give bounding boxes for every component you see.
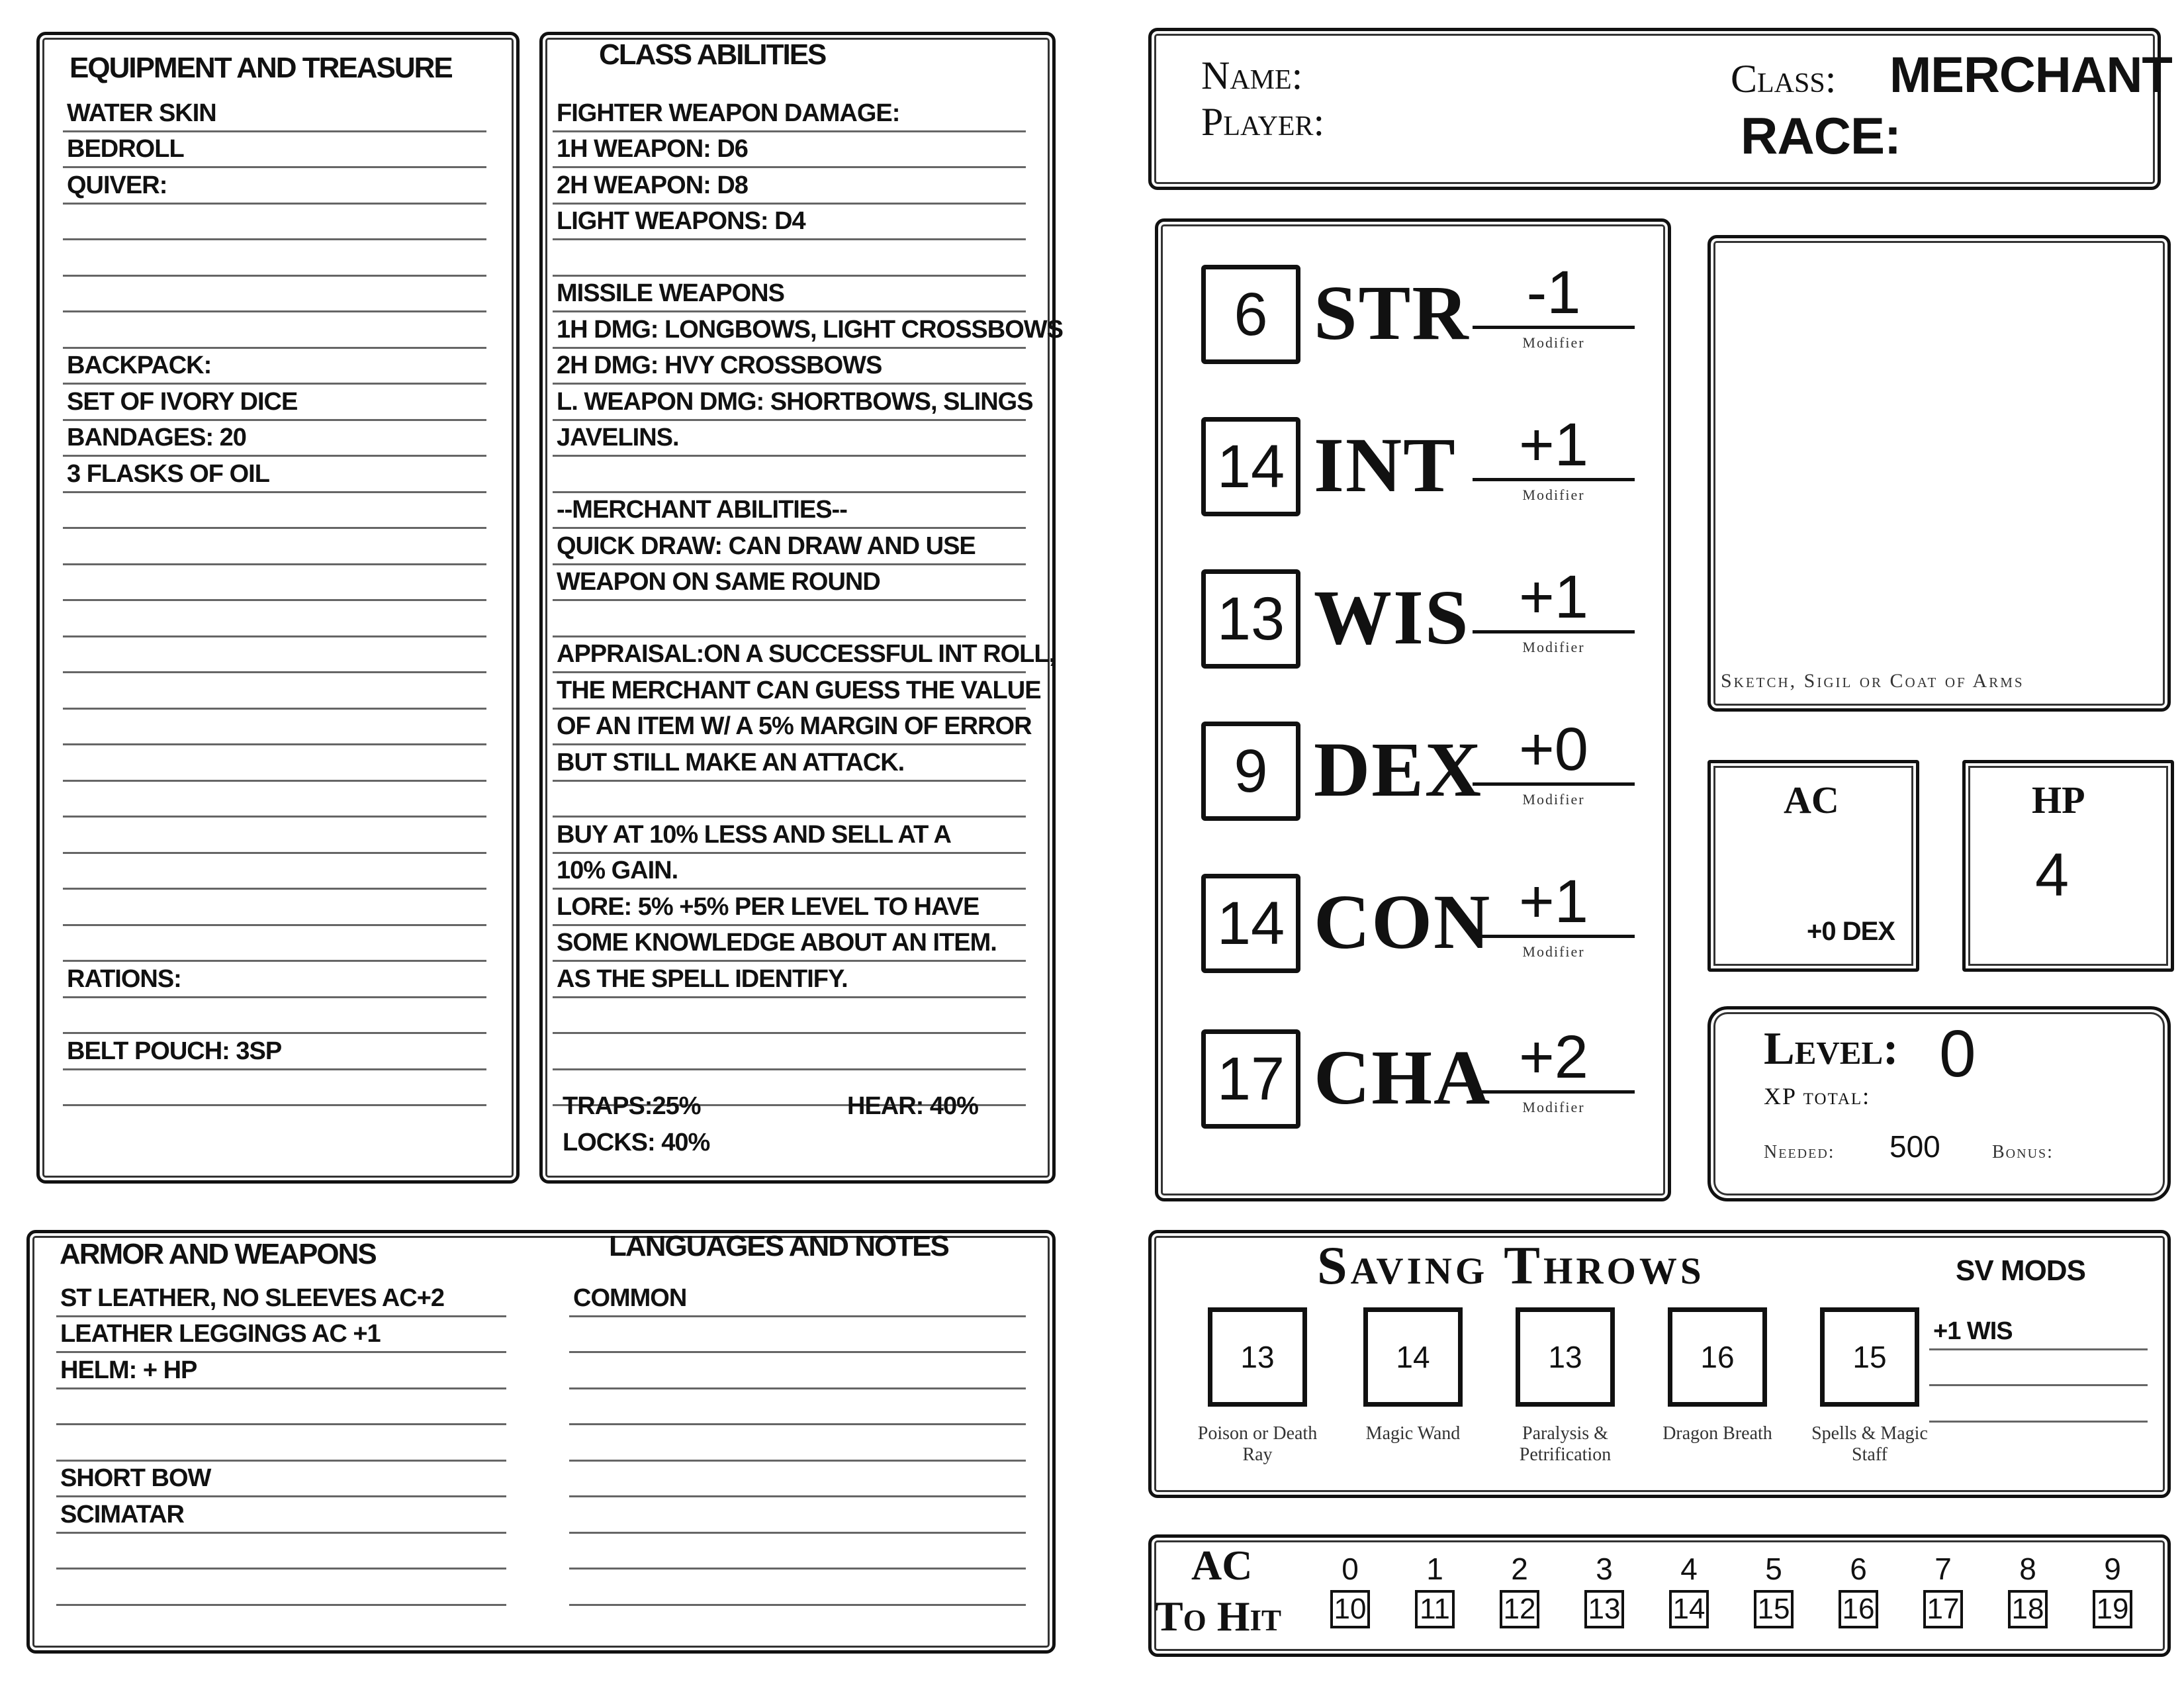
line-text: ST LEATHER, NO SLEEVES AC+2 xyxy=(60,1284,445,1312)
line-text: WATER SKIN xyxy=(67,99,216,127)
equipment-lines xyxy=(63,96,486,1106)
line-text: JAVELINS. xyxy=(557,424,679,451)
writing-line[interactable] xyxy=(63,890,486,926)
writing-line[interactable] xyxy=(569,1389,1026,1426)
saving-throw-value[interactable]: 16 xyxy=(1668,1307,1767,1407)
writing-line[interactable] xyxy=(553,1034,1026,1070)
stat-score-cha[interactable]: 17 xyxy=(1201,1029,1300,1129)
line-text: BACKPACK: xyxy=(67,352,212,379)
writing-line[interactable] xyxy=(63,854,486,890)
line-text: 2H DMG: HVY CROSSBOWS xyxy=(557,352,882,379)
to-hit-label: To Hit xyxy=(1155,1593,1281,1640)
sketch-panel xyxy=(1707,235,2171,712)
xp-total-label: XP total: xyxy=(1764,1083,1871,1109)
stat-name-dex: DEX xyxy=(1314,726,1483,813)
writing-line[interactable] xyxy=(553,998,1026,1035)
to-hit-ac-number: 6 xyxy=(1850,1552,1867,1586)
writing-line[interactable] xyxy=(63,277,486,313)
writing-line[interactable] xyxy=(63,673,486,710)
line-text: APPRAISAL:ON A SUCCESSFUL INT ROLL, xyxy=(557,640,1056,668)
line-text: LIGHT WEAPONS: D4 xyxy=(557,207,805,235)
writing-line[interactable] xyxy=(553,601,1026,637)
line-text: 1H WEAPON: D6 xyxy=(557,135,748,163)
writing-line[interactable] xyxy=(63,132,486,169)
line-text: OF AN ITEM W/ A 5% MARGIN OF ERROR xyxy=(557,712,1032,740)
stat-score-int[interactable]: 14 xyxy=(1201,417,1300,516)
writing-line[interactable] xyxy=(63,998,486,1035)
writing-line[interactable] xyxy=(553,312,1063,349)
writing-line[interactable] xyxy=(63,421,486,457)
stat-name-str: STR xyxy=(1314,269,1470,356)
player-label: Player: xyxy=(1201,100,1325,144)
modifier-label: Modifier xyxy=(1522,791,1585,808)
writing-line[interactable] xyxy=(63,782,486,818)
to-hit-ac-number: 4 xyxy=(1680,1552,1698,1586)
writing-line[interactable] xyxy=(63,1034,486,1070)
stat-modifier-dex[interactable]: +0 xyxy=(1519,716,1588,783)
stat-name-wis: WIS xyxy=(1314,574,1470,661)
writing-line[interactable] xyxy=(553,421,1026,457)
writing-line[interactable] xyxy=(553,277,1026,313)
line-text: QUIVER: xyxy=(67,171,167,199)
writing-line[interactable] xyxy=(63,168,486,205)
writing-line[interactable] xyxy=(553,349,1026,385)
saving-throw-value[interactable]: 13 xyxy=(1208,1307,1307,1407)
line-text: SCIMATAR xyxy=(60,1500,184,1528)
line-text: +1 WIS xyxy=(1933,1317,2013,1345)
writing-line[interactable] xyxy=(56,1281,506,1317)
modifier-label: Modifier xyxy=(1522,943,1585,960)
to-hit-value[interactable]: 15 xyxy=(1754,1590,1794,1628)
modifier-line xyxy=(1473,326,1635,329)
hp-label: HP xyxy=(2032,778,2085,821)
languages-title: LANGUAGES AND NOTES xyxy=(609,1230,948,1262)
line-text: 1H DMG: LONGBOWS, LIGHT CROSSBOWS xyxy=(557,315,1063,344)
hear-value: HEAR: 40% xyxy=(847,1092,978,1120)
line-text: 2H WEAPON: D8 xyxy=(557,171,748,199)
stat-modifier-wis[interactable]: +1 xyxy=(1519,563,1588,631)
writing-line[interactable] xyxy=(63,637,486,674)
level-value: 0 xyxy=(1939,1017,1976,1091)
line-text: FIGHTER WEAPON DAMAGE: xyxy=(557,99,900,127)
needed-value: 500 xyxy=(1889,1129,1940,1164)
writing-line[interactable] xyxy=(569,1462,1026,1498)
modifier-line xyxy=(1473,1090,1635,1094)
writing-line[interactable] xyxy=(553,710,1032,746)
saving-throw-label: Spells & Magic Staff xyxy=(1811,1423,1928,1465)
to-hit-ac-number: 3 xyxy=(1596,1552,1613,1586)
writing-line[interactable] xyxy=(569,1570,1026,1606)
to-hit-value[interactable]: 12 xyxy=(1500,1590,1539,1628)
writing-line[interactable] xyxy=(63,818,486,854)
stat-score-dex[interactable]: 9 xyxy=(1201,722,1300,821)
stat-modifier-cha[interactable]: +2 xyxy=(1519,1023,1588,1091)
writing-line[interactable] xyxy=(63,240,486,277)
line-text: 3 FLASKS OF OIL xyxy=(67,459,269,488)
writing-line[interactable] xyxy=(1929,1314,2148,1350)
sv-mods-label: SV MODS xyxy=(1956,1254,2085,1287)
saving-throw-label: Paralysis & Petrification xyxy=(1519,1423,1612,1465)
line-text: SET OF IVORY DICE xyxy=(67,387,298,416)
writing-line[interactable] xyxy=(56,1317,506,1354)
line-text: COMMON xyxy=(573,1284,687,1312)
writing-line[interactable] xyxy=(63,96,486,132)
line-text: BANDAGES: 20 xyxy=(67,424,246,451)
stat-name-int: INT xyxy=(1314,422,1457,508)
saving-throw-label: Dragon Breath xyxy=(1662,1423,1772,1444)
writing-line[interactable] xyxy=(553,962,1026,998)
equipment-title: EQUIPMENT AND TREASURE xyxy=(69,52,452,84)
to-hit-ac-label: AC xyxy=(1191,1542,1253,1589)
saving-throw-label: Poison or Death Ray xyxy=(1197,1423,1318,1465)
armor-title: ARMOR AND WEAPONS xyxy=(60,1238,376,1270)
locks-value: LOCKS: 40% xyxy=(563,1129,710,1156)
sketch-label: Sketch, Sigil or Coat of Arms xyxy=(1721,670,2025,692)
line-text: BELT POUCH: 3SP xyxy=(67,1037,282,1065)
to-hit-value[interactable]: 13 xyxy=(1584,1590,1624,1628)
writing-line[interactable] xyxy=(63,601,486,637)
writing-line[interactable] xyxy=(56,1534,506,1570)
writing-line[interactable] xyxy=(56,1570,506,1606)
writing-line[interactable] xyxy=(553,782,1026,818)
languages-lines xyxy=(569,1281,1026,1606)
line-text: --MERCHANT ABILITIES-- xyxy=(557,496,847,524)
modifier-line xyxy=(1473,935,1635,938)
saving-throw-label: Magic Wand xyxy=(1365,1423,1461,1444)
class-abilities-title: CLASS ABILITIES xyxy=(599,38,826,71)
line-text: HELM: + HP xyxy=(60,1356,197,1384)
class-value: MERCHANT xyxy=(1889,47,2172,103)
writing-line[interactable] xyxy=(63,1070,486,1107)
writing-line[interactable] xyxy=(569,1497,1026,1534)
writing-line[interactable] xyxy=(553,818,1026,854)
to-hit-ac-number: 0 xyxy=(1342,1552,1359,1586)
to-hit-ac-number: 9 xyxy=(2104,1552,2121,1586)
armor-lines xyxy=(56,1281,506,1606)
line-text: LORE: 5% +5% PER LEVEL TO HAVE xyxy=(557,892,979,921)
writing-line[interactable] xyxy=(569,1425,1026,1462)
class-label: Class: xyxy=(1731,57,1837,101)
line-text: QUICK DRAW: CAN DRAW AND USE xyxy=(557,532,976,560)
line-text: AS THE SPELL IDENTIFY. xyxy=(557,964,848,993)
stat-modifier-int[interactable]: +1 xyxy=(1519,411,1588,479)
race-label: RACE: xyxy=(1741,107,1901,165)
writing-line[interactable] xyxy=(63,349,486,385)
saving-throws-title: Saving Throws xyxy=(1317,1235,1705,1295)
writing-line[interactable] xyxy=(553,457,1026,493)
modifier-label: Modifier xyxy=(1522,1099,1585,1115)
writing-line[interactable] xyxy=(56,1462,506,1498)
modifier-label: Modifier xyxy=(1522,334,1585,351)
bonus-label: Bonus: xyxy=(1992,1142,2054,1162)
to-hit-ac-number: 1 xyxy=(1426,1552,1443,1586)
modifier-line xyxy=(1473,478,1635,481)
class-abilities-lines xyxy=(553,96,1063,1106)
level-label: Level: xyxy=(1764,1023,1899,1074)
needed-label: Needed: xyxy=(1764,1142,1835,1162)
line-text: THE MERCHANT CAN GUESS THE VALUE xyxy=(557,676,1041,704)
to-hit-ac-number: 2 xyxy=(1511,1552,1528,1586)
writing-line[interactable] xyxy=(63,926,486,962)
writing-line[interactable] xyxy=(63,529,486,565)
stat-name-cha: CHA xyxy=(1314,1034,1492,1121)
name-label: Name: xyxy=(1201,54,1303,97)
writing-line[interactable] xyxy=(553,890,1026,926)
stat-name-con: CON xyxy=(1314,878,1492,965)
writing-line[interactable] xyxy=(63,312,486,349)
hp-value: 4 xyxy=(2035,841,2070,909)
writing-line[interactable] xyxy=(553,132,1026,169)
line-text: WEAPON ON SAME ROUND xyxy=(557,568,880,596)
writing-line[interactable] xyxy=(63,493,486,530)
writing-line[interactable] xyxy=(553,493,1026,530)
to-hit-ac-number: 5 xyxy=(1765,1552,1782,1586)
line-text: 10% GAIN. xyxy=(557,857,678,884)
stat-modifier-str[interactable]: -1 xyxy=(1526,259,1581,326)
sv-mods-lines xyxy=(1929,1314,2148,1423)
to-hit-value[interactable]: 10 xyxy=(1330,1590,1370,1628)
to-hit-ac-number: 7 xyxy=(1934,1552,1952,1586)
writing-line[interactable] xyxy=(63,457,486,493)
writing-line[interactable] xyxy=(553,96,1026,132)
line-text: BUT STILL MAKE AN ATTACK. xyxy=(557,748,905,776)
to-hit-value[interactable]: 11 xyxy=(1415,1590,1455,1628)
line-text: MISSILE WEAPONS xyxy=(557,279,784,307)
line-text: SOME KNOWLEDGE ABOUT AN ITEM. xyxy=(557,929,997,957)
writing-line[interactable] xyxy=(56,1425,506,1462)
saving-throw-value[interactable]: 13 xyxy=(1516,1307,1615,1407)
writing-line[interactable] xyxy=(553,240,1026,277)
writing-line[interactable] xyxy=(569,1281,1026,1317)
to-hit-value[interactable]: 18 xyxy=(2008,1590,2048,1628)
writing-line[interactable] xyxy=(553,168,1026,205)
writing-line[interactable] xyxy=(56,1353,506,1389)
to-hit-value[interactable]: 19 xyxy=(2093,1590,2132,1628)
stat-score-con[interactable]: 14 xyxy=(1201,874,1300,973)
modifier-line xyxy=(1473,782,1635,786)
writing-line[interactable] xyxy=(569,1317,1026,1354)
line-text: BUY AT 10% LESS AND SELL AT A xyxy=(557,820,951,849)
writing-line[interactable] xyxy=(56,1497,506,1534)
modifier-label: Modifier xyxy=(1522,487,1585,503)
writing-line[interactable] xyxy=(63,710,486,746)
writing-line[interactable] xyxy=(1929,1386,2148,1423)
traps-value: TRAPS:25% xyxy=(563,1092,701,1120)
writing-line[interactable] xyxy=(553,854,1026,890)
writing-line[interactable] xyxy=(553,673,1041,710)
line-text: RATIONS: xyxy=(67,964,181,993)
to-hit-value[interactable]: 16 xyxy=(1839,1590,1878,1628)
writing-line[interactable] xyxy=(553,637,1056,674)
stat-modifier-con[interactable]: +1 xyxy=(1519,868,1588,935)
stat-score-wis[interactable]: 13 xyxy=(1201,569,1300,669)
modifier-label: Modifier xyxy=(1522,639,1585,655)
writing-line[interactable] xyxy=(569,1353,1026,1389)
writing-line[interactable] xyxy=(553,565,1026,602)
line-text: LEATHER LEGGINGS AC +1 xyxy=(60,1320,381,1348)
line-text: SHORT BOW xyxy=(60,1464,211,1492)
writing-line[interactable] xyxy=(569,1534,1026,1570)
ac-label: AC xyxy=(1784,778,1839,821)
writing-line[interactable] xyxy=(63,205,486,241)
writing-line[interactable] xyxy=(1929,1350,2148,1387)
to-hit-value[interactable]: 14 xyxy=(1669,1590,1709,1628)
writing-line[interactable] xyxy=(63,385,486,421)
writing-line[interactable] xyxy=(553,926,1026,962)
stat-score-str[interactable]: 6 xyxy=(1201,265,1300,364)
writing-line[interactable] xyxy=(56,1389,506,1426)
line-text: BEDROLL xyxy=(67,135,184,163)
line-text: L. WEAPON DMG: SHORTBOWS, SLINGS xyxy=(557,387,1033,416)
modifier-line xyxy=(1473,630,1635,633)
writing-line[interactable] xyxy=(63,565,486,602)
writing-line[interactable] xyxy=(553,745,1026,782)
ac-note: +0 DEX xyxy=(1807,917,1895,946)
writing-line[interactable] xyxy=(553,529,1026,565)
writing-line[interactable] xyxy=(553,205,1026,241)
saving-throw-value[interactable]: 15 xyxy=(1820,1307,1919,1407)
writing-line[interactable] xyxy=(553,385,1033,421)
to-hit-value[interactable]: 17 xyxy=(1923,1590,1963,1628)
writing-line[interactable] xyxy=(63,962,486,998)
to-hit-ac-number: 8 xyxy=(2019,1552,2036,1586)
writing-line[interactable] xyxy=(63,745,486,782)
saving-throw-value[interactable]: 14 xyxy=(1363,1307,1463,1407)
